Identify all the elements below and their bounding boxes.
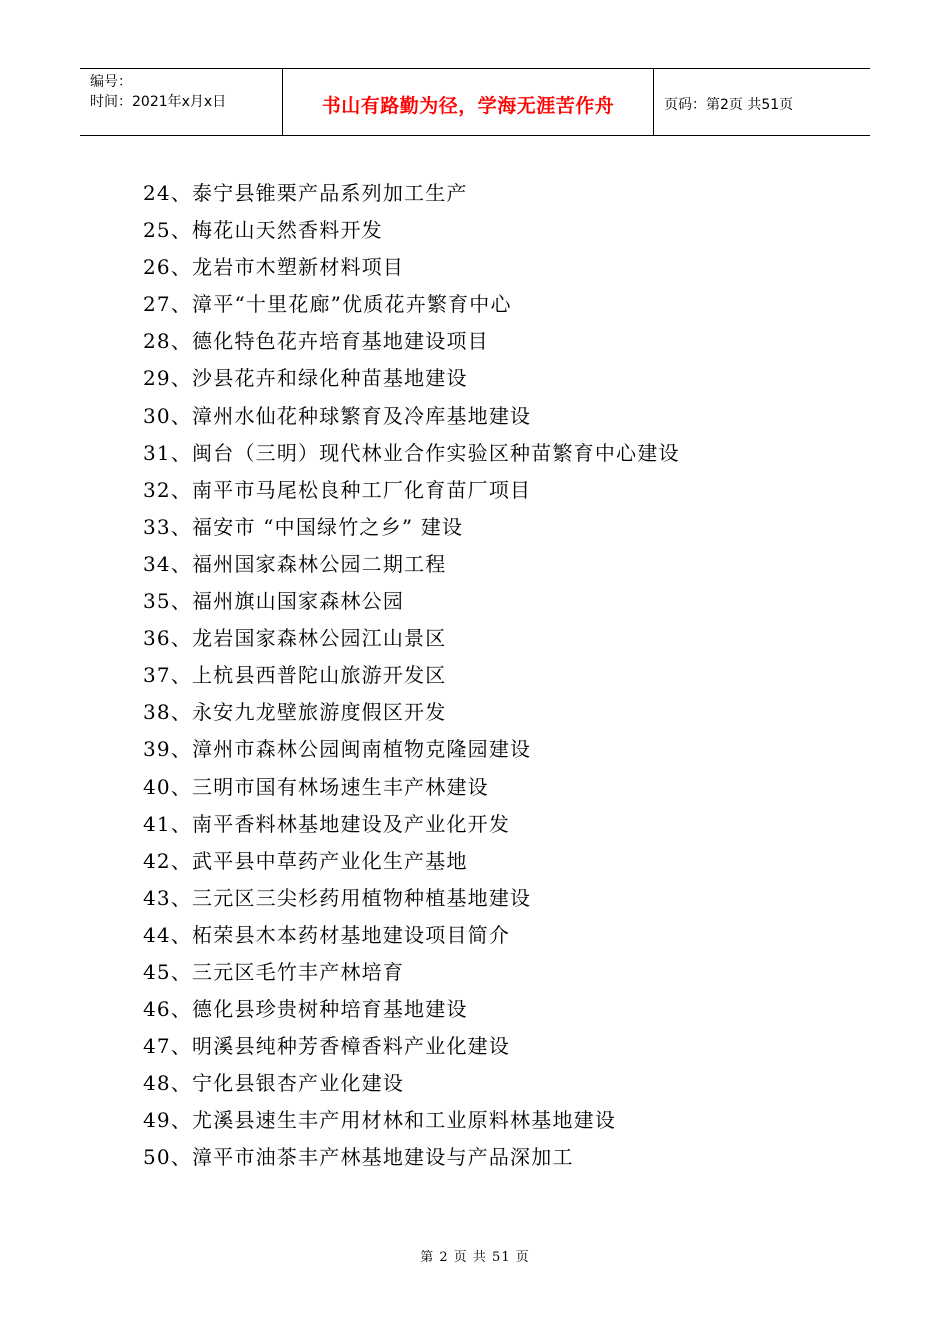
- list-item: 30、漳州水仙花种球繁育及冷库基地建设: [143, 403, 532, 428]
- list-item: 42、武平县中草药产业化生产基地: [143, 848, 468, 873]
- list-item: 39、漳州市森林公园闽南植物克隆园建设: [143, 737, 532, 762]
- list-item: 48、宁化县银杏产业化建设: [143, 1071, 405, 1096]
- list-item: 27、漳平“十里花廊”优质花卉繁育中心: [143, 292, 512, 317]
- list-item: 37、上杭县西普陀山旅游开发区: [143, 663, 447, 688]
- list-item: 41、南平香料林基地建设及产业化开发: [143, 811, 511, 836]
- list-item: 35、福州旗山国家森林公园: [143, 589, 405, 614]
- header-meta-cell: [80, 69, 282, 135]
- header-table: [80, 68, 870, 136]
- project-list: [143, 177, 680, 1179]
- list-item: 29、沙县花卉和绿化种苗基地建设: [143, 366, 468, 391]
- list-item: 26、龙岩市木塑新材料项目: [143, 255, 405, 280]
- list-item: 44、柘荣县木本药材基地建设项目简介: [143, 922, 511, 947]
- list-item: 38、永安九龙壁旅游度假区开发: [143, 700, 447, 725]
- motto-text: 书山有路勤为径，学海无涯苦作舟: [321, 94, 615, 117]
- number-label: 编号：: [90, 74, 132, 90]
- list-item: 45、三元区毛竹丰产林培育: [143, 959, 405, 984]
- list-item: 34、福州国家森林公园二期工程: [143, 551, 447, 576]
- list-item: 31、闽台（三明）现代林业合作实验区种苗繁育中心建设: [143, 440, 680, 465]
- list-item: 50、漳平市油茶丰产林基地建设与产品深加工: [143, 1145, 574, 1170]
- list-item: 46、德化县珍贵树种培育基地建设: [143, 997, 468, 1022]
- list-item: 49、尤溪县速生丰产用材林和工业原料林基地建设: [143, 1108, 617, 1133]
- date-label: 时间：2021年x月x日: [90, 94, 227, 110]
- header-motto-cell: [282, 69, 654, 135]
- list-item: 24、泰宁县锥栗产品系列加工生产: [143, 181, 468, 205]
- list-item: 33、福安市 “中国绿竹之乡” 建设: [143, 514, 464, 539]
- page-footer: 第 2 页 共 51 页: [420, 1250, 530, 1265]
- list-item: 40、三明市国有林场速生丰产林建设: [143, 774, 489, 799]
- list-item: 28、德化特色花卉培育基地建设项目: [143, 329, 489, 354]
- list-item: 47、明溪县纯种芳香樟香料产业化建设: [143, 1034, 511, 1059]
- list-item: 25、梅花山天然香料开发: [143, 218, 383, 243]
- list-item: 36、龙岩国家森林公园江山景区: [143, 626, 447, 651]
- list-item: 32、南平市马尾松良种工厂化育苗厂项目: [143, 477, 532, 502]
- page-info: 页码：第2页 共51页: [664, 97, 794, 113]
- header-page-cell: [654, 69, 870, 135]
- list-item: 43、三元区三尖杉药用植物种植基地建设: [143, 885, 532, 910]
